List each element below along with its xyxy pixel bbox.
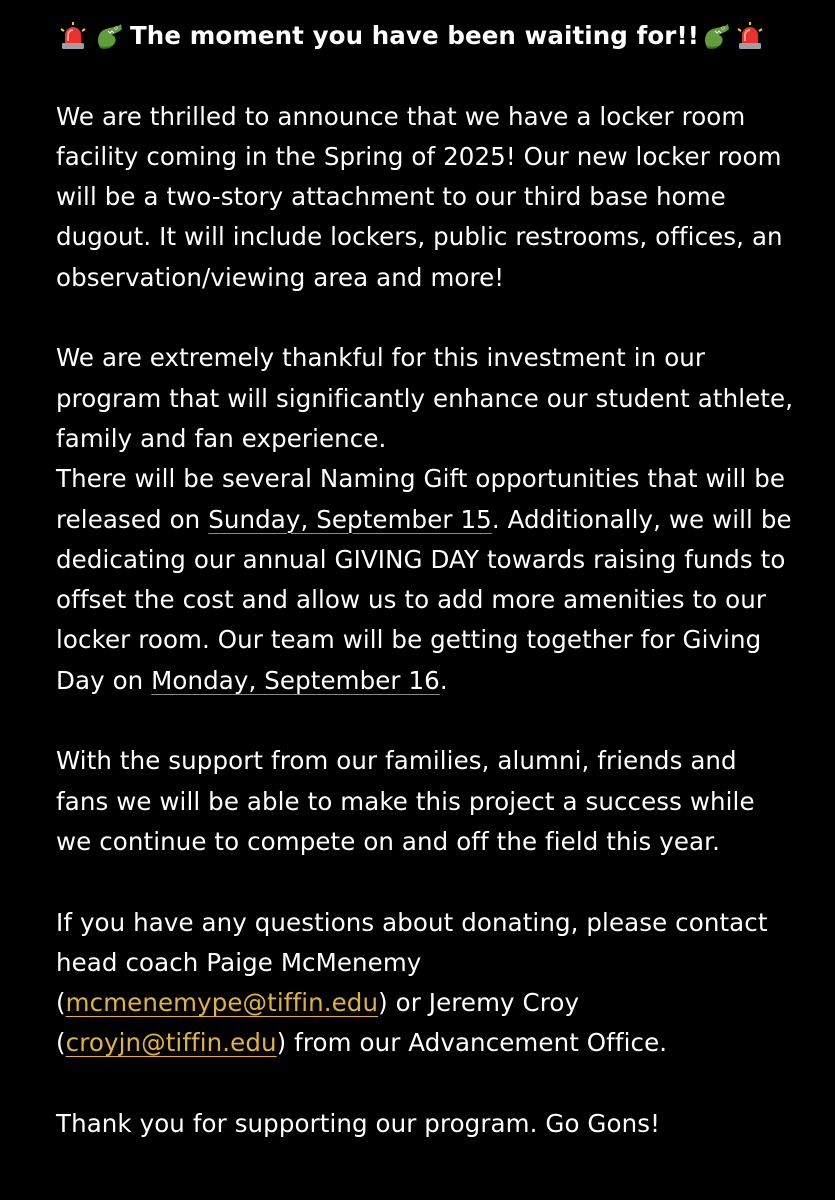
paragraph-announcement: We are thrilled to announce that we have a locker room facility coming in the Spring of 2025! Our new locker room will be a two-story attachment to our third base home dugout. It will include lockers, public restrooms, offices, an observation/viewing area and more! [56, 101, 783, 292]
top-edge [0, 0, 835, 8]
spacer [56, 701, 796, 741]
crocodile-icon [94, 21, 124, 51]
paren-open: ( [56, 988, 66, 1018]
spacer [56, 56, 796, 96]
paren-open: ( [56, 1028, 66, 1058]
police-car-light-icon [735, 21, 765, 51]
paragraph-closing: Thank you for supporting our program. Go Gons! [56, 1109, 661, 1139]
crocodile-icon [701, 21, 731, 51]
giving-day-text: . Additionally, we will be dedicating our annual GIVING DAY towards raising funds to offset the cost and allow us to add more amenities to our locker room. Our team will be getting together for Giving Day on [56, 504, 792, 695]
announcement-title [58, 16, 796, 56]
date-link-sunday[interactable]: Sunday, September 15 [208, 504, 492, 534]
period-text: . [439, 665, 448, 695]
spacer [56, 298, 796, 338]
spacer [56, 1064, 796, 1104]
paragraph-thanks: We are extremely thankful for this investment in our program that will significantly enhance our student athlete, family and fan experience. [56, 343, 794, 453]
contact-end: ) from our Advancement Office. [276, 1028, 668, 1058]
paragraph-support: With the support from our families, alumni, friends and fans we will be able to make this project a success while we continue to compete on and off the field this year. [56, 746, 755, 856]
contact-intro: If you have any questions about donating, please contact head coach Paige McMenemy [56, 907, 768, 977]
contact-mid: ) or Jeremy Croy [378, 988, 580, 1018]
paragraph-contact [56, 903, 796, 1064]
email-link-mcmenemy[interactable]: mcmenemype@tiffin.edu [65, 988, 379, 1018]
police-car-light-icon [58, 21, 88, 51]
naming-gift-text: There will be several Naming Gift opportunities that will be released on [56, 464, 786, 534]
message-body [56, 16, 796, 1144]
title-text: The moment you have been waiting for!! [130, 21, 699, 50]
paragraph-giving-day [56, 459, 796, 701]
date-link-monday[interactable]: Monday, September 16 [151, 665, 440, 695]
spacer [56, 862, 796, 902]
email-link-croy[interactable]: croyjn@tiffin.edu [65, 1028, 277, 1058]
